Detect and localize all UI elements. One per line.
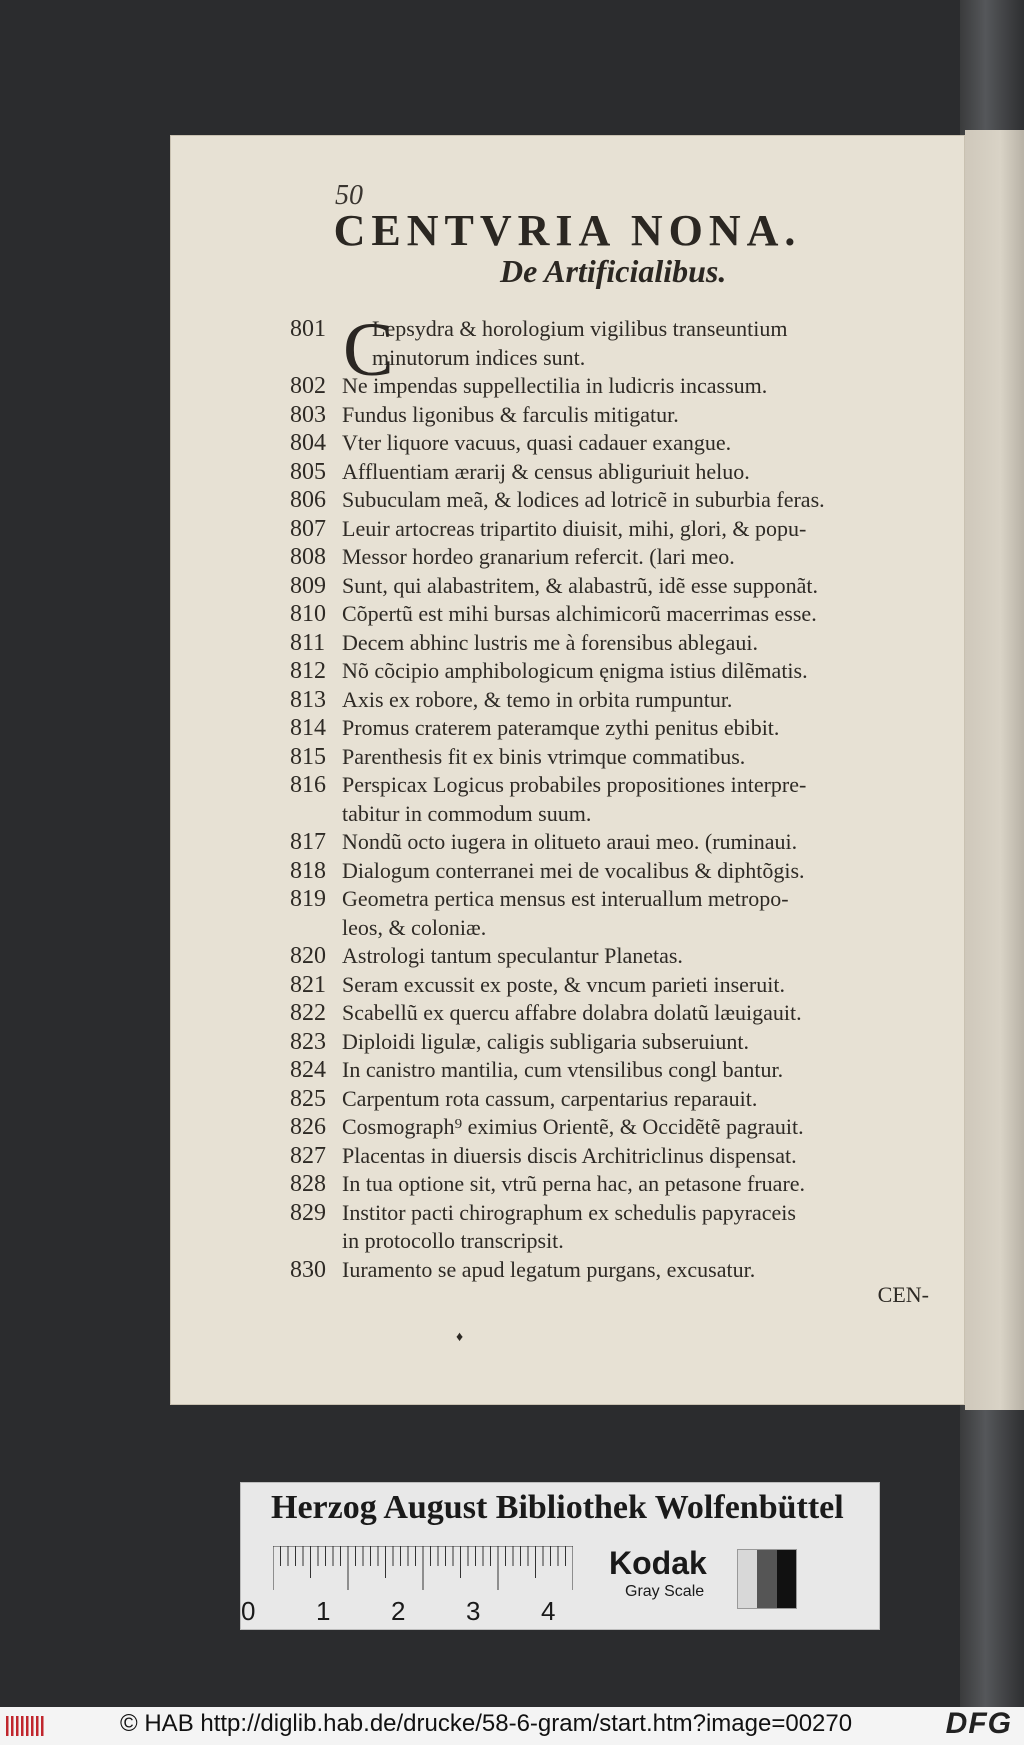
entry-text: Scabellũ ex quercu affabre dolabra dolatũ læuigauit. <box>342 1000 802 1025</box>
entry-number: 801 <box>290 316 326 342</box>
entry-text: Carpentum rota cassum, carpentarius reparauit. <box>342 1085 758 1111</box>
entry-text: Affluentiam ærarij & census abliguriuit heluo. <box>342 458 750 484</box>
entry-828 <box>290 1170 945 1199</box>
entry-805 <box>290 458 945 487</box>
entry-number: 824 <box>290 1057 326 1083</box>
entry-824 <box>290 1056 945 1085</box>
entry-number: 818 <box>290 857 326 884</box>
entry-803 <box>290 401 945 430</box>
entry-number: 821 <box>290 971 326 998</box>
entry-number: 825 <box>290 1085 326 1112</box>
ruler-label: 4 <box>541 1596 556 1626</box>
copyright-link[interactable]: © HAB http://diglib.hab.de/drucke/58-6-gram/start.htm?image=00270 <box>120 1710 853 1737</box>
ruler <box>273 1546 573 1590</box>
adjacent-page-edge <box>965 130 1024 1410</box>
entry-text: In canistro mantilia, cum vtensilibus congl bantur. <box>342 1057 784 1082</box>
entry-808 <box>290 543 945 572</box>
entry-text: Placentas in diuersis discis Architriclinus dispensat. <box>342 1142 797 1168</box>
entry-813 <box>290 686 945 715</box>
entry-827 <box>290 1142 945 1171</box>
entry-number: 826 <box>290 1114 326 1140</box>
catchword: CEN- <box>877 1282 929 1307</box>
entry-number: 803 <box>290 401 326 428</box>
entry-text: Leuir artocreas tripartito diuisit, mihi, glori, & popu- <box>342 515 807 541</box>
entry-822 <box>290 999 945 1028</box>
entry-text: Cosmograph⁹ eximius Orientẽ, & Occidẽtẽ pagrauit. <box>342 1114 804 1139</box>
entry-817 <box>290 828 945 857</box>
ornament: ♦ <box>456 1330 464 1345</box>
ruler-label: 1 <box>316 1596 331 1626</box>
kodak-logo: Kodak <box>609 1545 707 1581</box>
entry-text: Dialogum conterranei mei de vocalibus & diphtõgis. <box>342 857 805 883</box>
entry-text: Iuramento se apud legatum purgans, excusatur. <box>342 1256 756 1282</box>
entry-text: Messor hordeo granarium refercit. (lari meo. <box>342 544 735 569</box>
page-title: CENTVRIA NONA. <box>333 206 802 255</box>
entry-text: Fundus ligonibus & farculis mitigatur. <box>342 401 679 427</box>
entry-number: 813 <box>290 686 326 713</box>
entry-text: Subuculam meã, & lodices ad lotricẽ in suburbia feras. <box>342 487 825 512</box>
entry-809 <box>290 572 945 601</box>
entry-826 <box>290 1113 945 1142</box>
entry-number: 820 <box>290 943 326 969</box>
entry-number: 807 <box>290 515 326 542</box>
entry-819 <box>290 885 945 942</box>
entry-number: 810 <box>290 601 326 627</box>
entry-text: Nondũ octo iugera in olitueto araui meo. (ruminaui. <box>342 829 798 854</box>
entry-text: Diploidi ligulæ, caligis subligaria subseruiunt. <box>342 1028 749 1054</box>
entry-number: 823 <box>290 1028 326 1055</box>
logo-bar <box>16 1716 19 1736</box>
entry-number: 812 <box>290 658 326 684</box>
entry-number: 829 <box>290 1199 326 1226</box>
entry-number: 805 <box>290 458 326 485</box>
ruler-label: 3 <box>466 1596 481 1626</box>
entry-text: Cõpertũ est mihi bursas alchimicorũ macerrimas esse. <box>342 601 817 626</box>
gray-swatch <box>738 1550 757 1608</box>
library-name: Herzog August Bibliothek Wolfenbüttel <box>271 1489 844 1526</box>
logo-bar <box>31 1716 34 1736</box>
entry-number: 814 <box>290 715 326 741</box>
entry-text: In tua optione sit, vtrũ perna hac, an petasone fruare. <box>342 1171 806 1196</box>
entry-number: 828 <box>290 1171 326 1197</box>
drop-cap: C <box>343 308 394 392</box>
gray-swatch <box>777 1550 796 1608</box>
entry-823 <box>290 1028 945 1057</box>
entry-number: 827 <box>290 1142 326 1169</box>
entry-text: Institor pacti chirographum ex schedulis papyraceis in protocollo transcripsit. <box>342 1199 796 1253</box>
entry-811 <box>290 629 945 658</box>
entry-816 <box>290 771 945 828</box>
hab-logo-icon <box>6 1714 46 1738</box>
entry-830 <box>290 1256 945 1285</box>
entry-number: 806 <box>290 487 326 513</box>
entry-812 <box>290 657 945 686</box>
entry-820 <box>290 942 945 971</box>
entry-821 <box>290 971 945 1000</box>
dfg-logo: DFG <box>945 1707 1012 1740</box>
entry-number: 816 <box>290 772 326 798</box>
entry-number: 808 <box>290 544 326 570</box>
entry-810 <box>290 600 945 629</box>
logo-bar <box>6 1716 9 1736</box>
entry-text: Nõ cõcipio amphibologicum ęnigma istius dilẽmatis. <box>342 658 808 683</box>
gray-swatch <box>757 1550 776 1608</box>
logo-bar <box>26 1716 29 1736</box>
entry-text: Perspicax Logicus probabiles propositiones interpre- tabitur in commodum suum. <box>342 772 807 826</box>
entry-text: Seram excussit ex poste, & vncum parieti inseruit. <box>342 971 785 997</box>
entry-number: 809 <box>290 572 326 599</box>
entry-804 <box>290 429 945 458</box>
entry-number: 815 <box>290 743 326 770</box>
entry-number: 819 <box>290 886 326 912</box>
entry-829 <box>290 1199 945 1256</box>
entry-825 <box>290 1085 945 1114</box>
gray-swatches <box>737 1549 797 1609</box>
ruler-label: 0 <box>241 1596 256 1626</box>
gray-scale-label: Gray Scale <box>625 1583 705 1600</box>
ruler-label: 2 <box>391 1596 406 1626</box>
entry-number: 802 <box>290 373 326 399</box>
entry-text: Promus craterem pateramque zythi penitus ebibit. <box>342 715 780 740</box>
entry-text: Decem abhinc lustris me à forensibus ablegaui. <box>342 629 759 655</box>
entry-807 <box>290 515 945 544</box>
logo-bar <box>41 1716 44 1736</box>
entry-text: Lepsydra & horologium vigilibus transeuntium minutorum indices sunt. <box>372 316 788 370</box>
entry-806 <box>290 486 945 515</box>
entry-number: 811 <box>290 629 326 656</box>
entry-number: 804 <box>290 430 326 456</box>
logo-bar <box>11 1716 14 1736</box>
gray-scale-card <box>240 1482 880 1630</box>
entry-text: Astrologi tantum speculantur Planetas. <box>342 943 683 968</box>
entry-text: Vter liquore vacuus, quasi cadauer exangue. <box>342 430 732 455</box>
entry-number: 822 <box>290 1000 326 1026</box>
entry-818 <box>290 857 945 886</box>
book-page <box>170 135 965 1405</box>
entry-text: Geometra pertica mensus est interuallum metropo- leos, & coloniæ. <box>342 886 789 940</box>
page-number: 50 <box>335 180 363 211</box>
page-subtitle: De Artificialibus. <box>500 253 727 289</box>
entry-number: 830 <box>290 1256 326 1283</box>
entry-number: 817 <box>290 829 326 855</box>
entry-list <box>290 308 945 1284</box>
entry-815 <box>290 743 945 772</box>
entry-814 <box>290 714 945 743</box>
logo-bar <box>21 1716 24 1736</box>
entry-text: Parenthesis fit ex binis vtrimque commatibus. <box>342 743 746 769</box>
entry-text: Sunt, qui alabastritem, & alabastrũ, idẽ esse supponãt. <box>342 572 818 598</box>
entry-text: Axis ex robore, & temo in orbita rumpuntur. <box>342 686 733 712</box>
logo-bar <box>36 1716 39 1736</box>
entry-text: Ne impendas suppellectilia in ludicris incassum. <box>342 373 768 398</box>
footer-bar <box>0 1707 1024 1745</box>
